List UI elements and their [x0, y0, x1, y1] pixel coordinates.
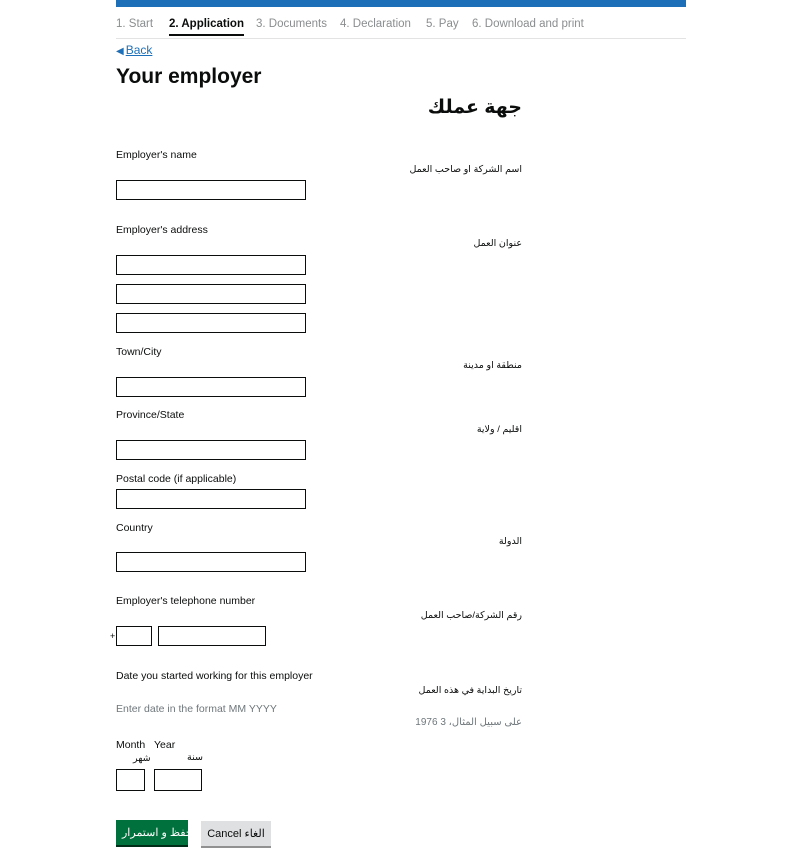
- back-link[interactable]: [116, 43, 152, 57]
- start-year-input[interactable]: [154, 769, 202, 791]
- employer-name-label-arabic: اسم الشركة او صاحب العمل: [409, 164, 522, 175]
- employer-name-label: Employer's name: [116, 149, 197, 161]
- employer-name-input[interactable]: [116, 180, 306, 200]
- start-date-label-arabic: تاريخ البداية في هذه العمل: [418, 685, 522, 696]
- town-label: Town/City: [116, 346, 162, 358]
- country-code-prefix: +: [110, 631, 116, 641]
- top-bar: [116, 0, 686, 7]
- country-label-arabic: الدولة: [498, 536, 522, 547]
- back-arrow-icon: ◀: [116, 46, 124, 57]
- month-label-arabic: شهر: [133, 753, 151, 764]
- telephone-label: Employer's telephone number: [116, 595, 256, 607]
- province-input[interactable]: [116, 440, 306, 460]
- employer-address-label: Employer's address: [116, 224, 208, 236]
- employer-address-label-arabic: عنوان العمل: [473, 238, 522, 249]
- province-label-arabic: اقليم / ولاية: [476, 424, 522, 435]
- back-link-label: Back: [125, 43, 153, 57]
- country-label: Country: [116, 522, 153, 534]
- step-start[interactable]: 1. Start: [116, 18, 154, 30]
- employer-address-line2-input[interactable]: [116, 284, 306, 304]
- step-declaration[interactable]: 4. Declaration: [340, 18, 411, 30]
- start-month-input[interactable]: [116, 769, 145, 791]
- year-label: Year: [154, 739, 176, 751]
- province-label: Province/State: [116, 409, 185, 421]
- start-date-label: Date you started working for this employer: [116, 670, 313, 682]
- save-continue-button[interactable]: حفظ و استمرار: [116, 820, 188, 845]
- employer-address-line1-input[interactable]: [116, 255, 306, 275]
- step-documents[interactable]: 3. Documents: [256, 18, 327, 30]
- town-label-arabic: منطقة او مدينة: [463, 360, 522, 371]
- start-date-hint-arabic: على سبيل المثال، 3 1976: [415, 717, 522, 728]
- page-title: Your employer: [116, 65, 262, 88]
- progress-steps: [116, 18, 686, 39]
- step-application[interactable]: 2. Application: [169, 18, 244, 36]
- page-title-arabic: جهة عملك: [427, 97, 522, 118]
- step-pay[interactable]: 5. Pay: [426, 18, 459, 30]
- start-date-hint: Enter date in the format MM YYYY: [116, 703, 277, 715]
- country-input[interactable]: [116, 552, 306, 572]
- telephone-country-code-input[interactable]: [116, 626, 152, 646]
- year-label-arabic: سنة: [187, 752, 203, 763]
- telephone-number-input[interactable]: [158, 626, 266, 646]
- telephone-label-arabic: رقم الشركة/صاحب العمل: [420, 610, 522, 621]
- postal-code-label: Postal code (if applicable): [116, 473, 237, 485]
- employer-address-line3-input[interactable]: [116, 313, 306, 333]
- step-download-print[interactable]: 6. Download and print: [472, 18, 584, 30]
- postal-code-input[interactable]: [116, 489, 306, 509]
- cancel-button[interactable]: Cancel الغاء: [201, 821, 271, 846]
- town-input[interactable]: [116, 377, 306, 397]
- month-label: Month: [116, 739, 146, 751]
